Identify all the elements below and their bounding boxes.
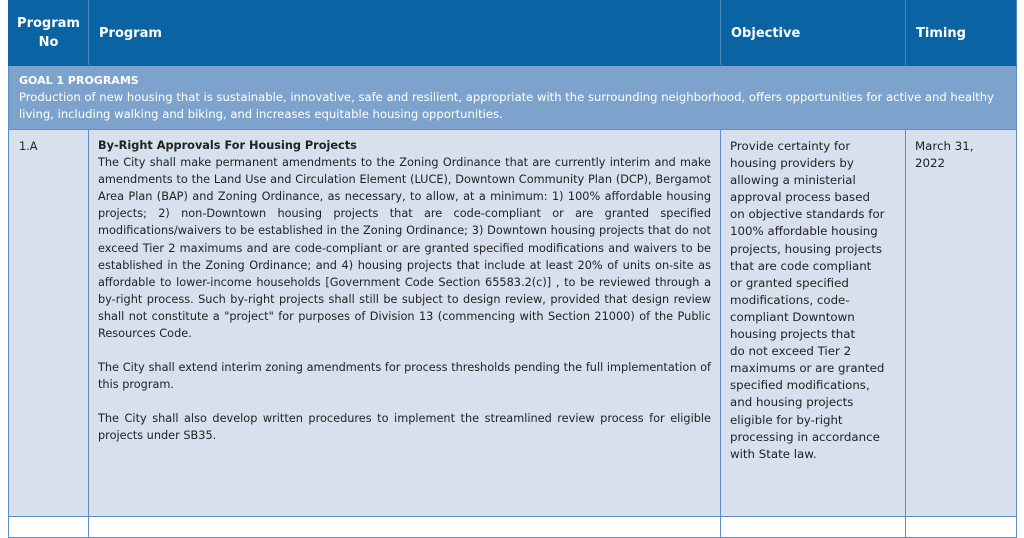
objective-line: Provide certainty for (730, 139, 851, 153)
objective-line: eligible for by-right (730, 412, 843, 427)
objective-line: do not exceed Tier 2 (730, 344, 852, 359)
objective-line: specified modifications, (730, 378, 870, 393)
objective-line: with State law. (730, 446, 817, 461)
program-cell (89, 130, 721, 517)
objective-line: on objective standards for (730, 207, 885, 222)
program-no: 1.A (9, 130, 89, 517)
goal-description: Production of new housing that is sustainable, innovative, safe and resilient, appropriate with the surrounding neighborhood, offers opportunities for active and healthy living, including walking and biking, and increases equitable housing opportunities. (19, 90, 994, 121)
objective-line: housing projects that (730, 327, 856, 342)
program-paragraph: The City shall extend interim zoning amendments for process thresholds pending the full implementation of this program. (98, 361, 711, 392)
programs-table (8, 0, 1017, 538)
goal-title: GOAL 1 PROGRAMS (19, 74, 139, 87)
goal-row (9, 66, 1017, 130)
objective-line: projects, housing projects (730, 241, 882, 256)
objective-line: processing in accordance (730, 429, 880, 444)
table-row (9, 130, 1017, 517)
header-program: Program (89, 1, 721, 66)
header-program-no (9, 1, 89, 66)
program-paragraph: The City shall make permanent amendments to the Zoning Ordinance that are currently interim and make amendments to the Land Use and Circulation Element (LUCE), Downtown Community Plan (DCP), Bergamot Area Plan (BAP) and Zoning Ordinance, as necessary, to allow, at a minimum: 1) 100% affordable housing projects; 2) non-Downtown housing projects that are code-compliant or are granted specified modifications/waivers to be established in the Zoning Ordinance; 3) Downtown housing projects that do not exceed Tier 2 maximums and are code-compliant or are granted specified modifications and waivers to be established in the Zoning Ordinance; and 4) housing projects that include at least 20% of units on-site as affordable to lower-income households [Government Code Section 65583.2(c)] , to be reviewed through a by-right process. Such by-right projects shall still be subject to design review, provided that design review shall not constitute a "project" for purposes of Division 13 (commencing with Section 21000) of the Public Resources Code. (98, 156, 711, 341)
table-row-next (9, 517, 1017, 538)
objective-line: housing providers by (730, 156, 854, 171)
program-title: By-Right Approvals For Housing Projects (98, 139, 357, 152)
header-row (9, 1, 1017, 66)
objective-line: compliant Downtown (730, 309, 855, 324)
goal-cell (9, 66, 1017, 130)
objective-line: allowing a ministerial (730, 173, 856, 188)
objective-line: modifications, code- (730, 292, 850, 307)
objective-line: that are code compliant (730, 258, 872, 273)
objective-line: 100% affordable housing (730, 224, 878, 239)
header-timing: Timing (906, 1, 1017, 66)
objective-cell (721, 130, 906, 517)
objective-line: or granted specified (730, 275, 849, 290)
header-no-line2: No (38, 35, 59, 50)
header-no-line1: Program (17, 16, 80, 31)
timing-cell: March 31, 2022 (906, 130, 1017, 517)
objective-line: and housing projects (730, 395, 854, 410)
header-objective: Objective (721, 1, 906, 66)
objective-line: maximums or are granted (730, 361, 885, 376)
objective-line: approval process based (730, 190, 870, 205)
program-paragraph: The City shall also develop written procedures to implement the streamlined review process for eligible projects under SB35. (98, 412, 711, 443)
